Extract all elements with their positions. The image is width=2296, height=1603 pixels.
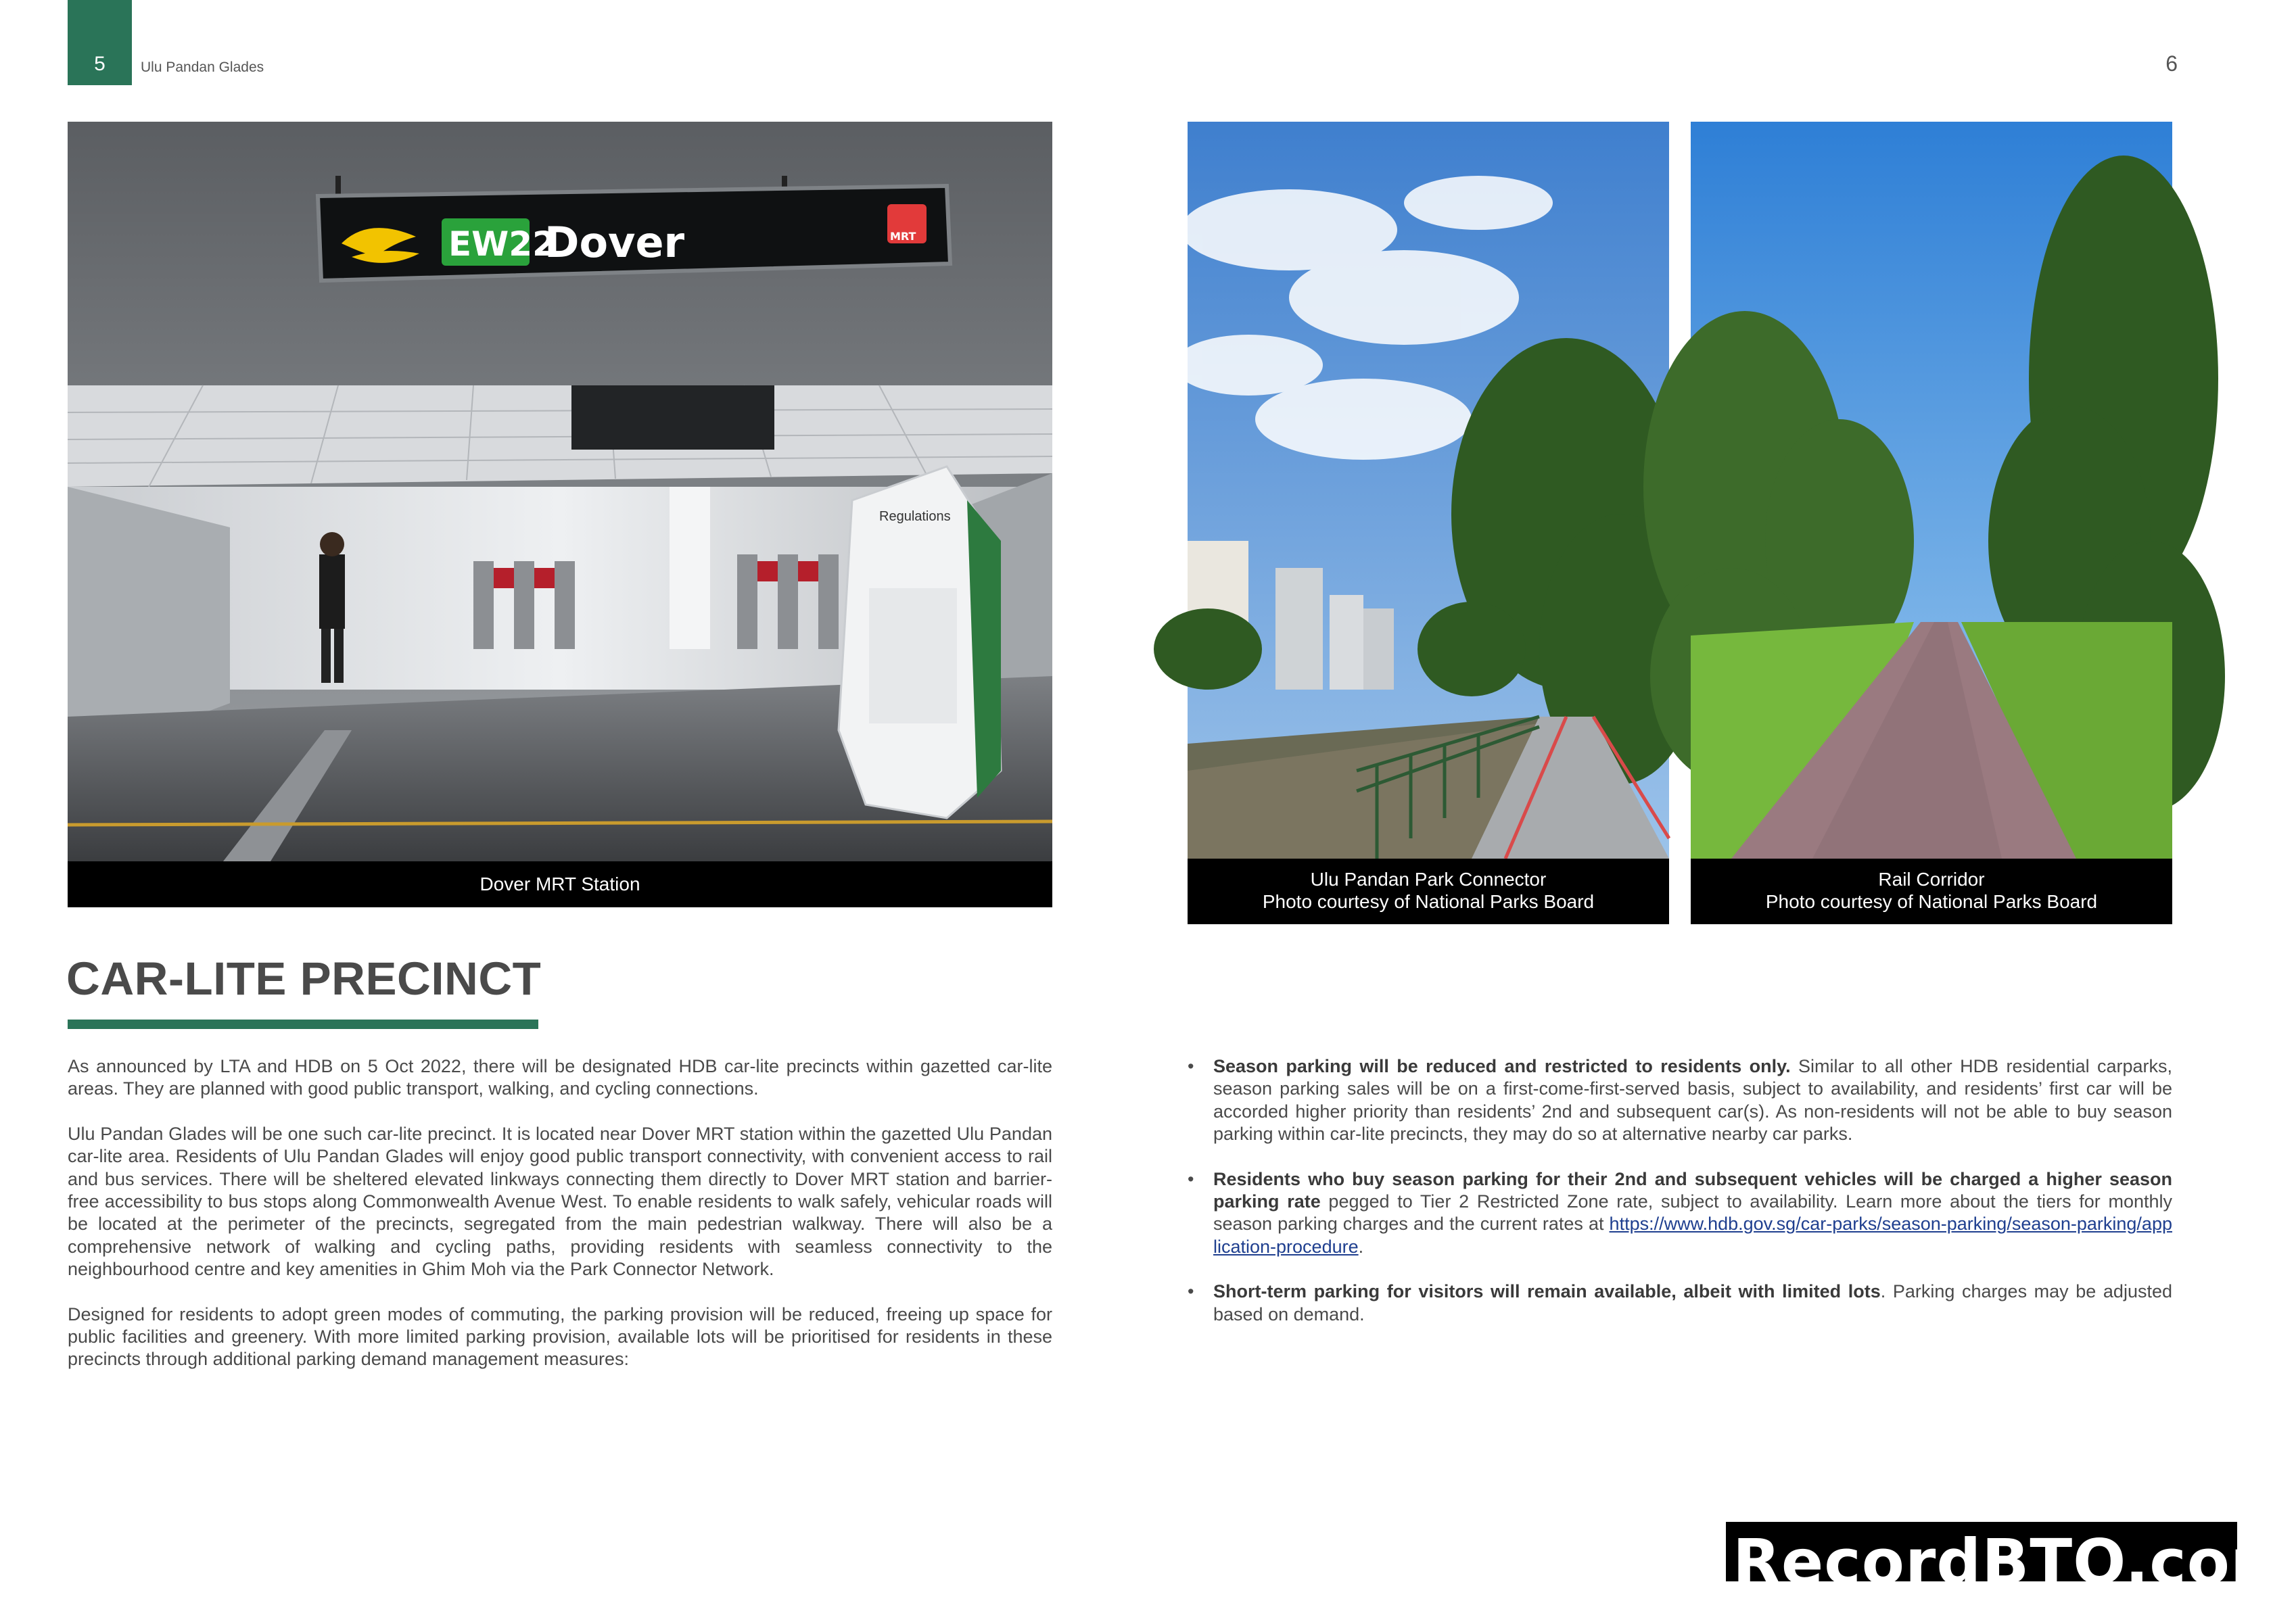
list-item [1188,1281,2172,1326]
page-number-left: 5 [94,53,106,75]
rail-corridor-photo [1691,122,2172,859]
station-code: EW22 [448,224,556,264]
parking-provision-paragraph: Designed for residents to adopt green modes of commuting, the parking provision will be reduced, freeing up space for public facilities and greenery. With more limited parking provision, available lots will be prioritised for residents in these precincts through additional parking demand management measures: [68,1303,1052,1370]
kiosk-label: Regulations [879,509,951,524]
precinct-paragraph: Ulu Pandan Glades will be one such car-lite precinct. It is located near Dover MRT station within the gazetted Ulu Pandan car-lite area. Residents of Ulu Pandan Glades will enjoy good public transport connectivity, with convenient access to rail and bus services. There will be sheltered elevated linkways connecting them directly to Dover MRT station and barrier-free accessibility to bus stops along Commonwealth Avenue West. To enable residents to walk safely, vehicular roads will be located at the perimeter of the precincts, segregated from the main pedestrian walkway. There will also be a comprehensive network of walking and cycling paths, providing residents with seamless connectivity to the neighbourhood centre and key amenities in Ghim Moh via the Park Connector Network. [68,1123,1052,1280]
list-item [1188,1055,2172,1146]
bullet-1-bold: Season parking will be reduced and restricted to residents only. [1213,1056,1791,1076]
bullet-2-text: pegged to Tier 2 Restricted Zone rate, subject to availability. Learn more about the tiers for monthly season parking charges and the current rates at [1213,1191,2172,1235]
brochure-name: Ulu Pandan Glades [141,59,264,75]
mrt-badge-text: MRT [890,230,916,243]
bullet-3-bold: Short-term parking for visitors will remain available, albeit with limited lots [1213,1281,1881,1302]
dover-photo-caption [68,861,1052,907]
rail-corridor-illustration [1691,122,2172,859]
bullet-3-text: . Parking charges may be adjusted based on demand. [1213,1281,2172,1324]
dover-mrt-illustration [68,122,1052,861]
season-parking-link[interactable]: https://www.hdb.gov.sg/car-parks/season-parking/season-parking/application-procedure [1213,1214,2172,1257]
park-connector-caption-title: Ulu Pandan Park Connector [1310,869,1547,890]
dover-mrt-photo [68,122,1052,861]
bullet-icon: • [1188,1281,1194,1302]
right-column [1188,1055,2172,1348]
parking-measures-list [1188,1055,2172,1326]
section-title: CAR-LITE PRECINCT [66,953,542,1005]
dover-caption-text: Dover MRT Station [479,874,640,894]
bullet-2-end: . [1358,1236,1364,1257]
watermark: RecordBTO.com [1726,1522,2237,1581]
rail-corridor-caption [1691,859,2172,924]
bullet-1-text: Similar to all other HDB residential carparks, season parking sales will be on a first-come-first-served basis, subject to availability, and residents’ first car will be accorded higher priority than residents’ 2nd and subsequent car(s). As non-residents will not be able to buy season parking within car-lite precincts, they may do so at alternative nearby car parks. [1213,1056,2172,1145]
page-number-tab [68,0,132,85]
park-connector-photo [1188,122,1669,859]
title-underline [68,1020,538,1029]
bullet-icon: • [1188,1168,1194,1189]
bullet-2-bold: Residents who buy season parking for their 2nd and subsequent vehicles will be charged a higher season parking rate [1213,1168,2172,1212]
list-item [1188,1168,2172,1259]
intro-paragraph: As announced by LTA and HDB on 5 Oct 2022, there will be designated HDB car-lite precincts within gazetted car-lite areas. They are planned with good public transport, walking, and cycling connections. [68,1056,1052,1099]
rail-corridor-caption-title: Rail Corridor [1878,869,1985,890]
page-number-right: 6 [2165,51,2178,76]
park-connector-caption-credit: Photo courtesy of National Parks Board [1262,891,1595,912]
park-connector-illustration [1188,122,1669,859]
park-connector-caption [1188,859,1669,924]
bullet-icon: • [1188,1056,1194,1076]
left-column [68,1055,1052,1393]
rail-corridor-caption-credit: Photo courtesy of National Parks Board [1765,891,2098,912]
station-name: Dover [544,218,685,267]
